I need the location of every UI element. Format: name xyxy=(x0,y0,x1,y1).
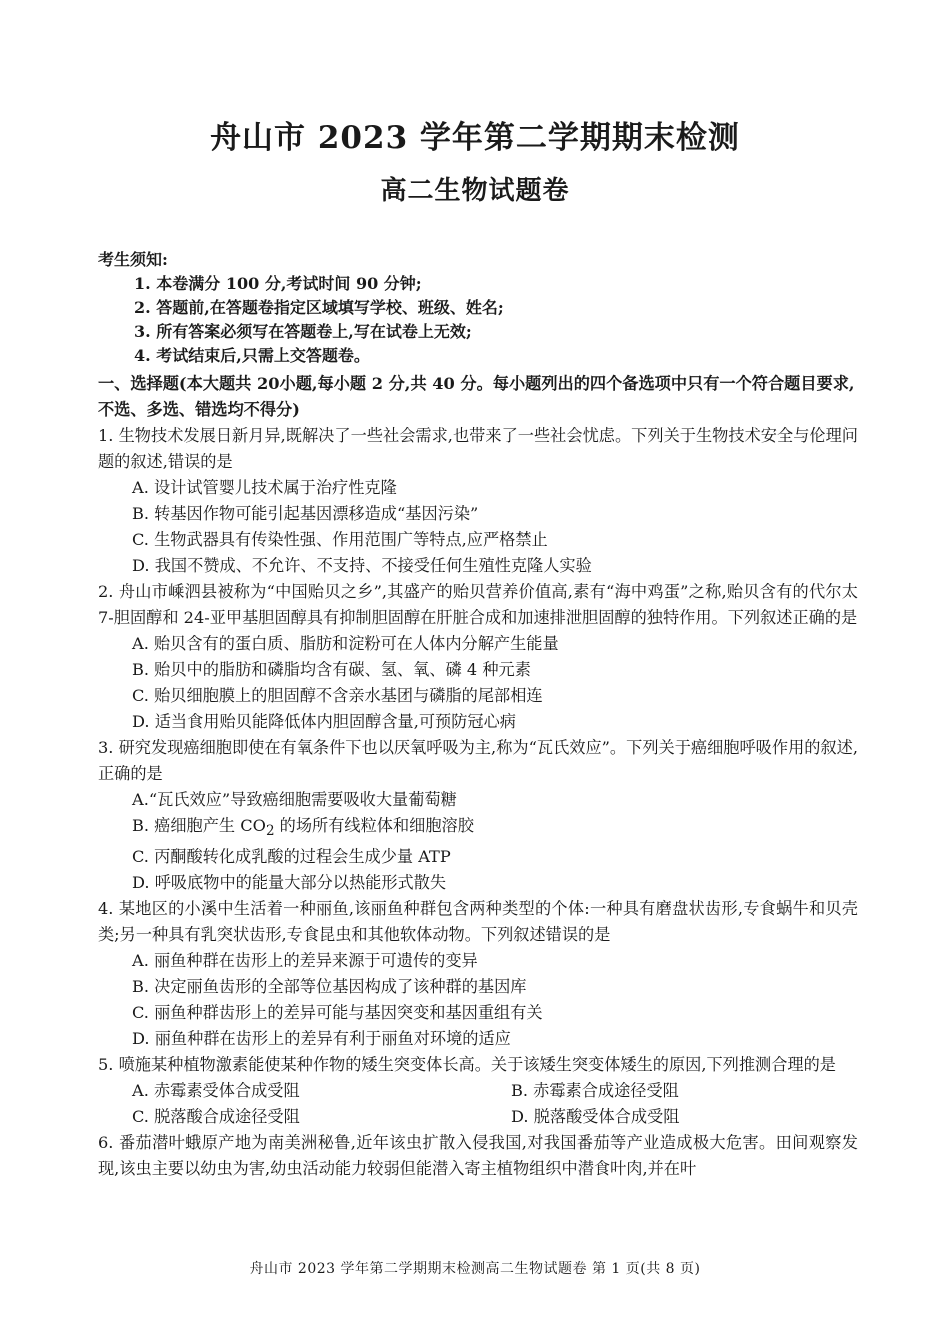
option-a: A.“瓦氏效应”导致癌细胞需要吸收大量葡萄糖 xyxy=(132,790,457,809)
option-a: A. 设计试管婴儿技术属于治疗性克隆 xyxy=(132,478,397,497)
question-body xyxy=(98,371,858,1182)
question-stem: 3. 研究发现癌细胞即使在有氧条件下也以厌氧呼吸为主,称为“瓦氏效应”。下列关于癌细胞呼吸作用的叙述,正确的是 xyxy=(98,738,858,783)
option-a: A. 贻贝含有的蛋白质、脂肪和淀粉可在人体内分解产生能量 xyxy=(132,634,559,653)
option-d: D. 呼吸底物中的能量大部分以热能形式散失 xyxy=(132,873,447,893)
option-d: D. 丽鱼种群在齿形上的差异有利于丽鱼对环境的适应 xyxy=(132,1029,511,1049)
page-footer: 舟山市 2023 学年第二学期期末检测高二生物试题卷 第 1 页(共 8 页) xyxy=(249,1261,701,1277)
option-b-rest: 的场所有线粒体和细胞溶胶 xyxy=(274,816,474,835)
question-stem: 6. 番茄潜叶蛾原产地为南美洲秘鲁,近年该虫扩散入侵我国,对我国番茄等产业造成极大危害。田间观察发现,该虫主要以幼虫为害,幼虫活动能力较弱但能潜入寄主植物组织中潜食叶肉,并在叶 xyxy=(98,1133,858,1179)
option-a: A. 赤霉素受体合成受阻 xyxy=(132,1081,300,1101)
notice-item: 3. 所有答案必须写在答题卷上,写在试卷上无效; xyxy=(134,322,472,341)
option-c: C. 丙酮酸转化成乳酸的过程会生成少量 ATP xyxy=(132,847,451,867)
question-stem: 5. 喷施某种植物激素能使某种作物的矮生突变体长高。关于该矮生突变体矮生的原因,下列推测合理的是 xyxy=(98,1055,836,1075)
option-row xyxy=(98,1104,858,1130)
option-b: B. 赤霉素合成途径受阻 xyxy=(511,1081,679,1101)
option-d: D. 适当食用贻贝能降低体内胆固醇含量,可预防冠心病 xyxy=(132,712,516,731)
candidate-notice xyxy=(98,248,504,368)
option-b xyxy=(98,813,858,844)
section-heading: 一、选择题(本大题共 20小题,每小题 2 分,共 40 分。每小题列出的四个备选项中只有一个符合题目要求,不选、多选、错选均不得分) xyxy=(98,374,855,419)
option-a: A. 丽鱼种群在齿形上的差异来源于可遗传的变异 xyxy=(132,951,478,971)
question-stem: 1. 生物技术发展日新月异,既解决了一些社会需求,也带来了一些社会忧虑。下列关于生物技术安全与伦理问题的叙述,错误的是 xyxy=(98,426,858,471)
notice-item: 4. 考试结束后,只需上交答题卷。 xyxy=(134,346,370,365)
option-b: B. 贻贝中的脂肪和磷脂均含有碳、氢、氧、磷 4 种元素 xyxy=(132,660,531,679)
notice-item: 2. 答题前,在答题卷指定区域填写学校、班级、姓名; xyxy=(134,298,504,317)
question-stem: 2. 舟山市嵊泗县被称为“中国贻贝之乡”,其盛产的贻贝营养价值高,素有“海中鸡蛋”之称,贻贝含有的代尔太 7-胆固醇和 24-亚甲基胆固醇具有抑制胆固醇在肝脏合成和加速排泄胆固醇的独特作用。下列叙述正确的是 xyxy=(98,582,858,627)
option-d: D. 我国不赞成、不允许、不支持、不接受任何生殖性克隆人实验 xyxy=(132,556,592,575)
option-c: C. 贻贝细胞膜上的胆固醇不含亲水基团与磷脂的尾部相连 xyxy=(132,686,543,705)
notice-item: 1. 本卷满分 100 分,考试时间 90 分钟; xyxy=(134,274,422,293)
notice-heading: 考生须知: xyxy=(98,250,168,269)
option-d: D. 脱落酸受体合成受阻 xyxy=(511,1107,680,1127)
option-b: B. 决定丽鱼齿形的全部等位基因构成了该种群的基因库 xyxy=(132,977,527,997)
option-c: C. 丽鱼种群齿形上的差异可能与基因突变和基因重组有关 xyxy=(132,1003,543,1023)
option-b-text: B. 癌细胞产生 CO xyxy=(132,816,266,835)
option-b: B. 转基因作物可能引起基因漂移造成“基因污染” xyxy=(132,504,479,523)
question-stem: 4. 某地区的小溪中生活着一种丽鱼,该丽鱼种群包含两种类型的个体:一种具有磨盘状齿形,专食蜗牛和贝壳类;另一种具有乳突状齿形,专食昆虫和其他软体动物。下列叙述错误的是 xyxy=(98,899,858,945)
option-row xyxy=(98,1078,858,1104)
exam-title: 舟山市 2023 学年第二学期期末检测 xyxy=(210,120,740,156)
option-c: C. 脱落酸合成途径受阻 xyxy=(132,1107,300,1127)
option-c: C. 生物武器具有传染性强、作用范围广等特点,应严格禁止 xyxy=(132,530,548,549)
exam-subtitle: 高二生物试题卷 xyxy=(380,176,570,206)
subscript-2: 2 xyxy=(265,823,275,840)
